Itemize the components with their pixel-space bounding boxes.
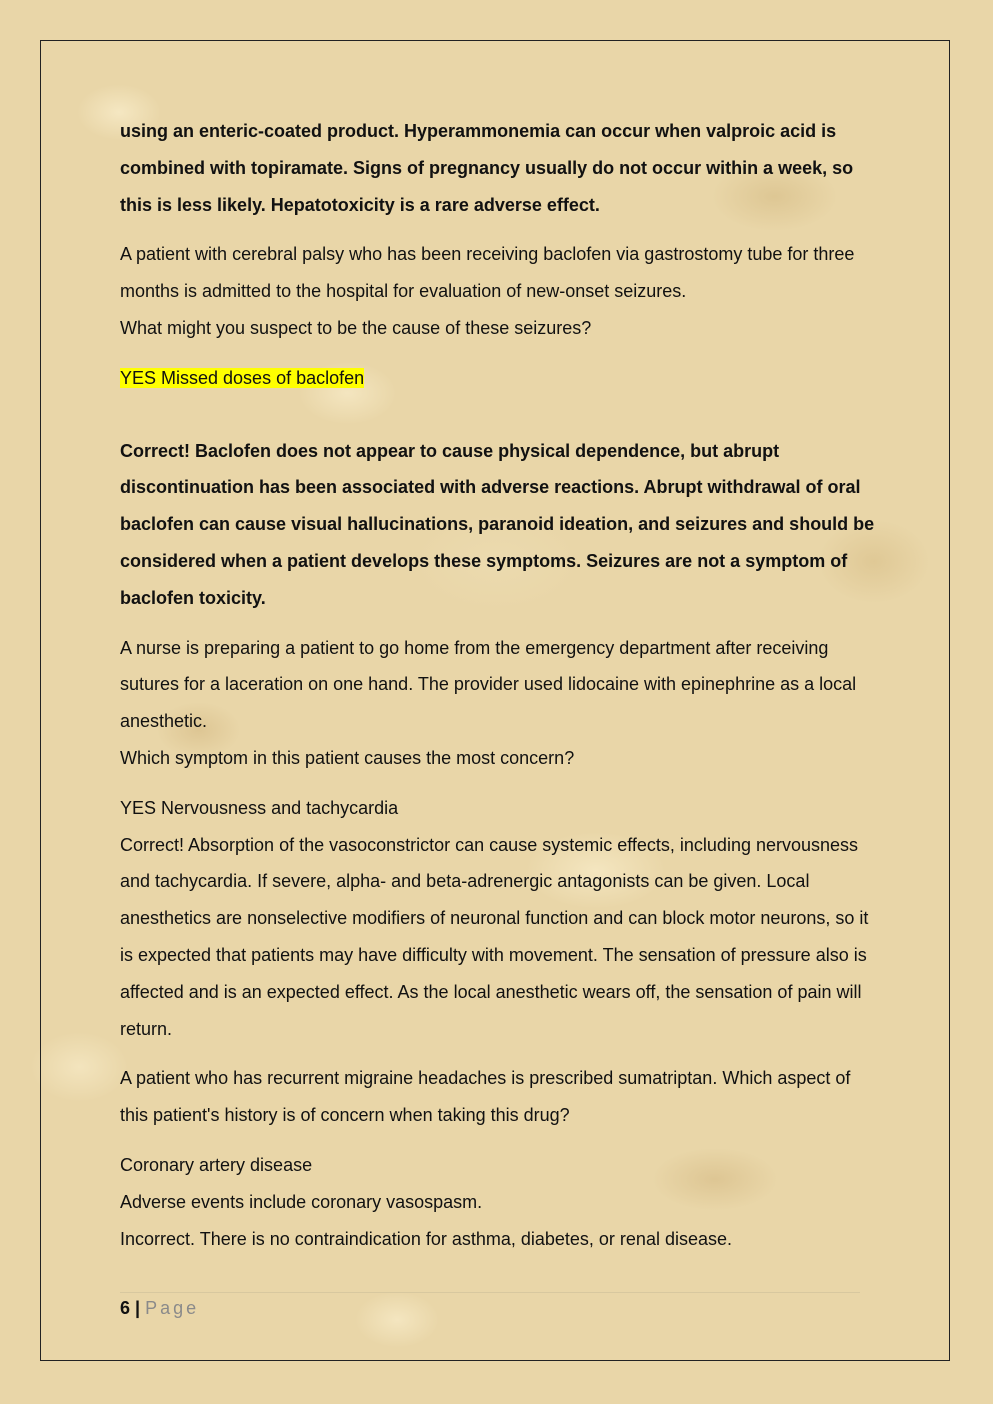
question-stem: A patient who has recurrent migraine headaches is prescribed sumatriptan. Which aspect of this patient's history is of concern when taking this drug?: [120, 1068, 851, 1126]
footer-divider: [120, 1292, 860, 1293]
question-stem: A nurse is preparing a patient to go home from the emergency department after receiving sutures for a laceration on one hand. The provider used lidocaine with epinephrine as a local anesthetic.: [120, 637, 857, 732]
answer-line: Coronary artery disease: [120, 1154, 313, 1175]
answer-line: [120, 360, 880, 397]
explanation-paragraph: Correct! Absorption of the vasoconstrictor can cause systemic effects, including nervousness and tachycardia. If severe, alpha- and beta-adrenergic antagonists can be given. Local anesthetics are nonselective modifiers of neuronal function and can block motor neurons, so it is expected that patients may have difficulty with movement. The sensation of pressure also is affected and is an expected effect. As the local anesthetic wears off, the sensation of pain will return.: [120, 834, 869, 1039]
question-stem: A patient with cerebral palsy who has been receiving baclofen via gastrostomy tube for three months is admitted to the hospital for evaluation of new-onset seizures.: [120, 244, 855, 302]
highlighted-answer: YES Missed doses of baclofen: [120, 367, 365, 388]
explanation-paragraph: using an enteric-coated product. Hyperammonemia can occur when valproic acid is combined with topiramate. Signs of pregnancy usually do not occur within a week, so this is less likely. Hepatotoxicity is a rare adverse effect.: [120, 121, 854, 215]
explanation-line: Incorrect. There is no contraindication for asthma, diabetes, or renal disease.: [120, 1228, 732, 1249]
explanation-line: Adverse events include coronary vasospasm.: [120, 1191, 483, 1212]
document-body: [120, 113, 880, 1257]
page-footer: [120, 1294, 199, 1322]
question-prompt: Which symptom in this patient causes the most concern?: [120, 747, 575, 768]
explanation-paragraph: Correct! Baclofen does not appear to cause physical dependence, but abrupt discontinuation has been associated with adverse reactions. Abrupt withdrawal of oral baclofen can cause visual hallucinations, paranoid ideation, and seizures and should be considered when a patient develops these symptoms. Seizures are not a symptom of baclofen toxicity.: [120, 440, 875, 608]
page-number: 6: [120, 1298, 131, 1318]
footer-separator: |: [130, 1298, 146, 1318]
answer-line: YES Nervousness and tachycardia: [120, 797, 399, 818]
page-label: Page: [145, 1298, 200, 1318]
question-prompt: What might you suspect to be the cause of these seizures?: [120, 317, 592, 338]
